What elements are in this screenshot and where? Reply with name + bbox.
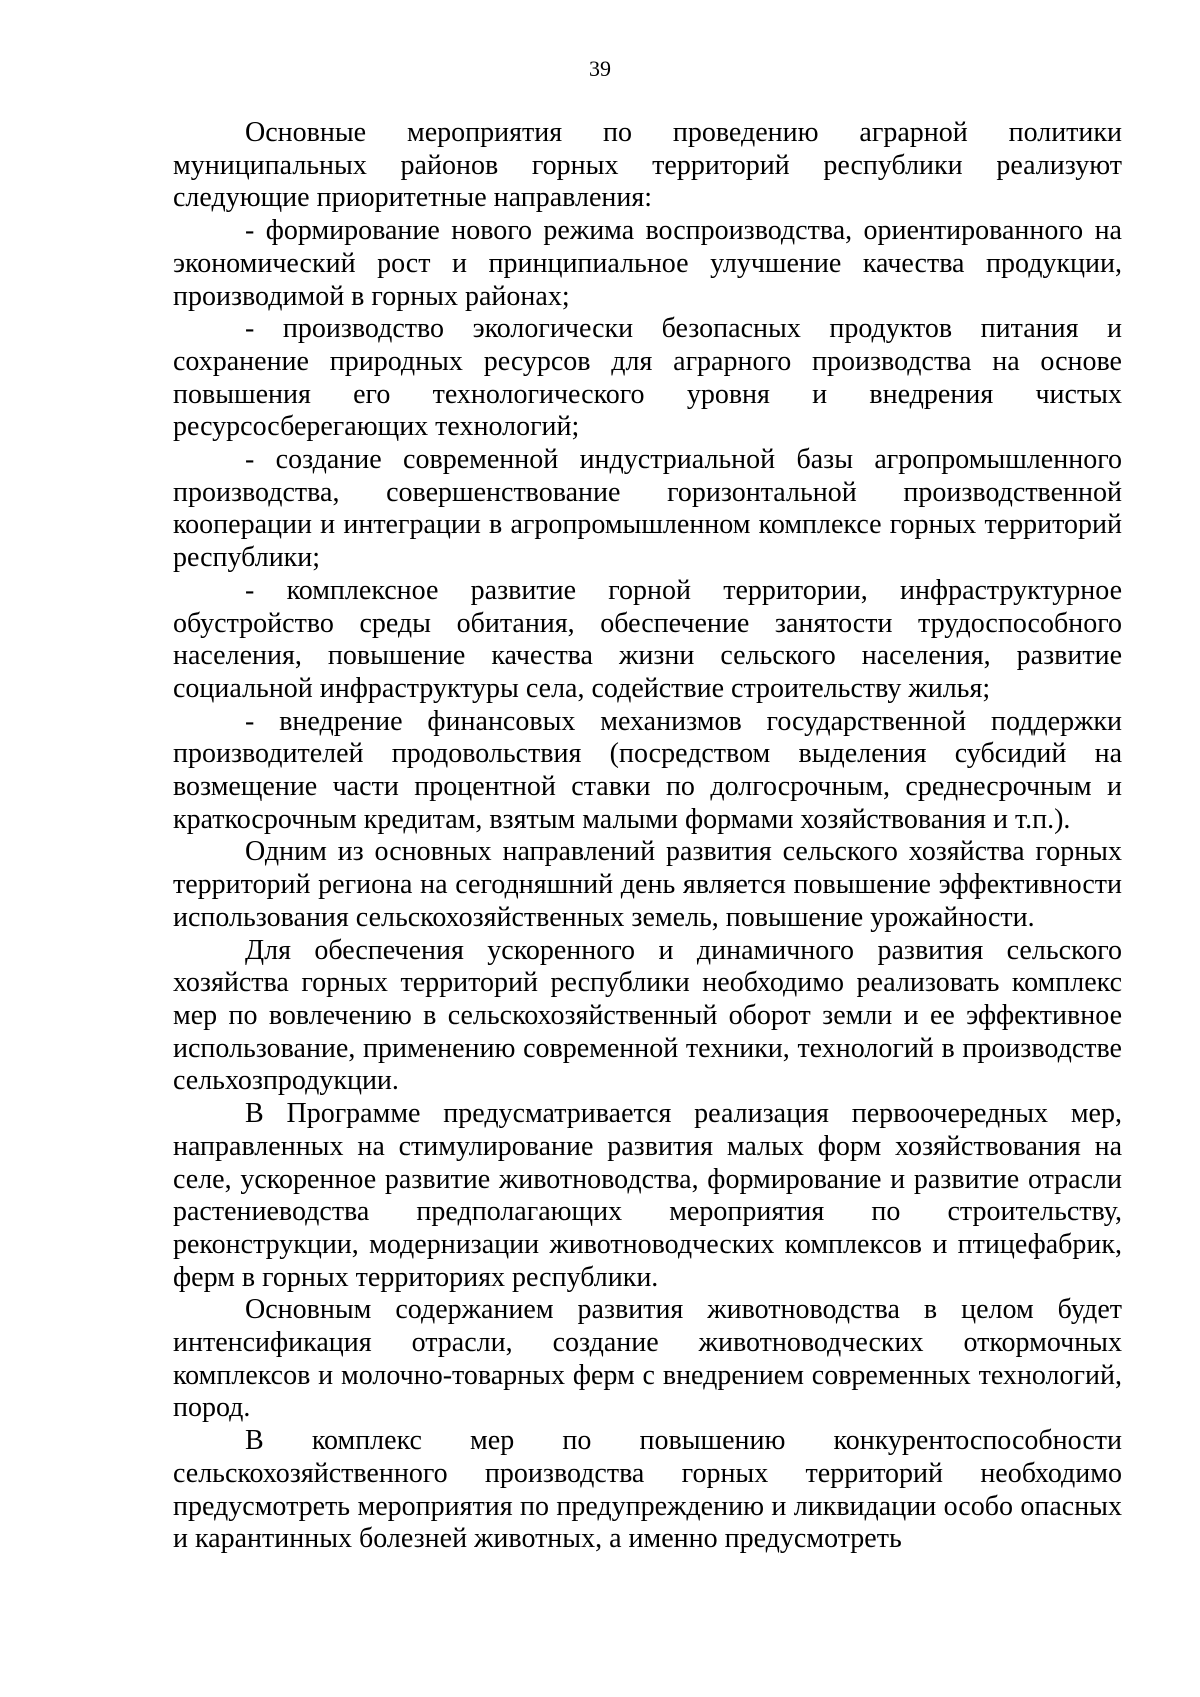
paragraph: В Программе предусматривается реализация первоочередных мер, направленных на стимулирование развития малых форм хозяйствования на селе, ускоренное развитие животноводства, формирование и развитие отрасли растениеводства предполагающих мероприятия по строительству, реконструкции, модернизации животноводческих комплексов и птицефабрик, ферм в горных территориях республики. — [173, 1098, 1122, 1293]
paragraph: Одним из основных направлений развития сельского хозяйства горных территорий региона на сегодняшний день является повышение эффективности использования сельскохозяйственных земель, повышение урожайности. — [173, 836, 1122, 933]
page-number: 39 — [589, 56, 611, 81]
document-body — [173, 117, 1122, 1556]
paragraph: - производство экологически безопасных продуктов питания и сохранение природных ресурсов для аграрного производства на основе повышения его технологического уровня и внедрения чистых ресурсосберегающих технологий; — [173, 313, 1122, 443]
paragraph: - создание современной индустриальной базы агропромышленного производства, совершенствование горизонтальной производственной кооперации и интеграции в агропромышленном комплексе горных территорий республики; — [173, 444, 1122, 574]
paragraph: Основным содержанием развития животноводства в целом будет интенсификация отрасли, создание животноводческих откормочных комплексов и молочно-товарных ферм с внедрением современных технологий, пород. — [173, 1294, 1122, 1424]
paragraph: Для обеспечения ускоренного и динамичного развития сельского хозяйства горных территорий республики необходимо реализовать комплекс мер по вовлечению в сельскохозяйственный оборот земли и ее эффективное использование, применению современной техники, технологий в производстве сельхозпродукции. — [173, 934, 1122, 1097]
paragraph: В комплекс мер по повышению конкурентоспособности сельскохозяйственного производства горных территорий необходимо предусмотреть мероприятия по предупреждению и ликвидации особо опасных и карантинных болезней животных, а именно предусмотреть — [173, 1425, 1122, 1555]
paragraph: - внедрение финансовых механизмов государственной поддержки производителей продовольствия (посредством выделения субсидий на возмещение части процентной ставки по долгосрочным, среднесрочным и краткосрочным кредитам, взятым малыми формами хозяйствования и т.п.). — [173, 705, 1122, 835]
paragraph: Основные мероприятия по проведению аграрной политики муниципальных районов горных территорий республики реализуют следующие приоритетные направления: — [173, 117, 1122, 214]
paragraph: - формирование нового режима воспроизводства, ориентированного на экономический рост и принципиальное улучшение качества продукции, производимой в горных районах; — [173, 215, 1122, 312]
paragraph: - комплексное развитие горной территории, инфраструктурное обустройство среды обитания, обеспечение занятости трудоспособного населения, повышение качества жизни сельского населения, развитие социальной инфраструктуры села, содействие строительству жилья; — [173, 574, 1122, 704]
